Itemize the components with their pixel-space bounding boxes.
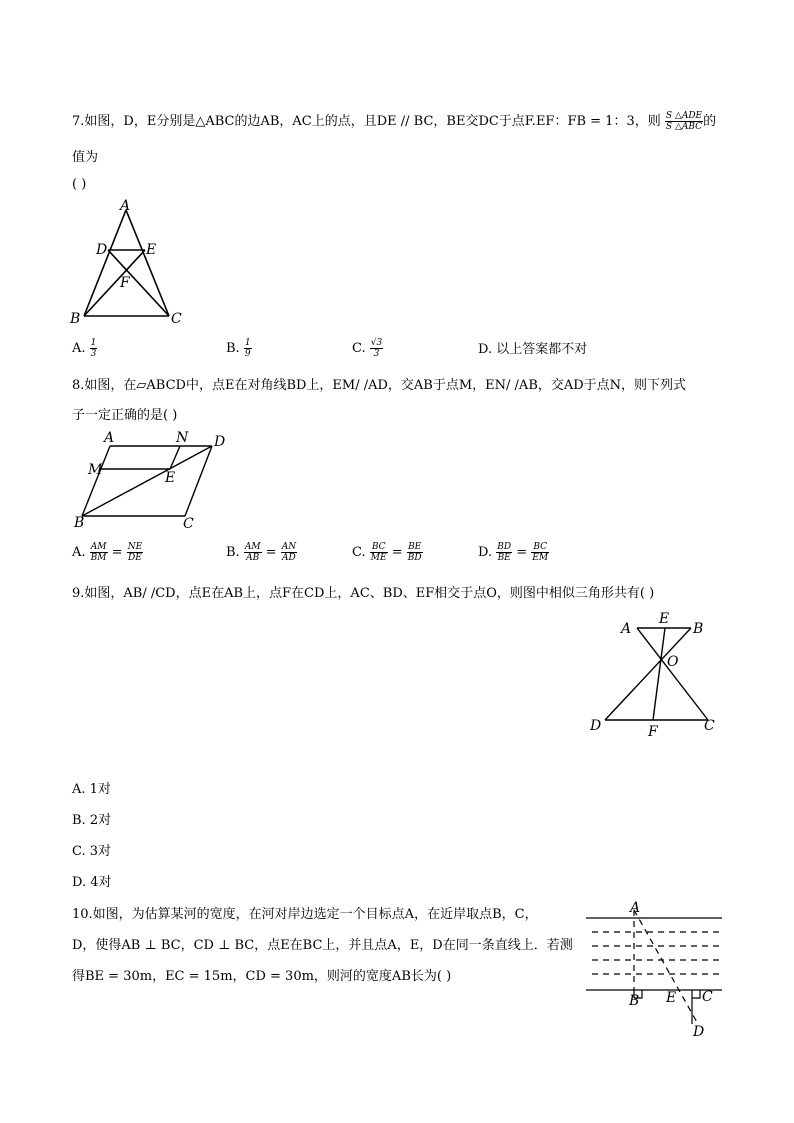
q10-label-E: E [666,990,677,1006]
q7-option-b[interactable]: B. $\frac{1}{9}$ [226,338,251,359]
q10-river-figure [582,898,727,1038]
q8-line2: 子一定正确的是( ) [72,408,178,423]
q9-label-B: B [693,621,704,637]
q10-label-A: A [630,900,641,916]
q9-label-E: E [659,611,670,627]
q8-label-E: E [165,470,176,486]
q8-label-M: M [88,462,103,478]
q9-option-a[interactable]: A. 1对 [72,782,111,797]
q7-option-d[interactable]: D. 以上答案都不对 [478,342,588,357]
q8-label-N: N [176,430,189,446]
q10-line2: D，使得AB ⊥ BC，CD ⊥ BC，点E在BC上，并且点A，E，D在同一条直线上．若测 [72,938,573,953]
q9-label-O: O [667,654,679,670]
q7-answer-paren: ( ) [72,177,87,192]
q8-line1: 8.如图，在▱ABCD中，点E在对角线BD上，EM/ /AD，交AB于点M，EN/ /AB，交AD于点N，则下列式 [72,378,687,393]
q7-option-a[interactable]: A. $\frac{1}{3}$ [72,338,97,359]
q10-label-D: D [693,1024,705,1038]
q9-label-C: C [704,718,715,734]
q9-option-b[interactable]: B. 2对 [72,813,112,828]
q7-label-C: C [171,311,182,327]
q7-triangle-figure [66,198,196,328]
q9-option-c[interactable]: C. 3对 [72,844,112,859]
q10-line1: 10.如图，为估算某河的宽度，在河对岸边选定一个目标点A，在近岸取点B，C， [72,907,538,922]
q9-label-D: D [590,718,602,734]
q7-label-B: B [70,311,81,327]
q7-area-ratio: $\frac{\text{S △ADE}}{\text{S △ABC}}$ [665,111,703,132]
q8-parallelogram-figure [70,430,240,530]
q9-line1: 9.如图，AB/ /CD，点E在AB上，点F在CD上，AC、BD、EF相交于点O，则图中相似三角形共有( ) [72,586,655,601]
q8-label-D: D [214,434,226,450]
q7-label-D: D [96,242,108,258]
q9-label-F: F [648,724,658,740]
q7-line2: 值为 [72,150,99,165]
q10-line3: 得BE = 30m，EC = 15m，CD = 30m，则河的宽度AB长为( ) [72,969,452,984]
q8-label-C: C [183,516,194,530]
q7-option-c[interactable]: C. $\frac{√3}{3}$ [352,338,383,359]
q8-label-A: A [104,430,115,446]
q8-option-d[interactable]: D. $\frac{BD}{BE}$ = $\frac{BC}{EM}$ [478,542,549,563]
q7-label-F: F [120,275,130,291]
q7-line1: 7.如图，D，E分别是△ABC的边AB，AC上的点，且DE // BC，BE交DC于点F.EF：FB = 1：3，则 $\frac{\text{S △ADE}}{\text{S △ABC}}$ 的 [72,111,717,132]
q8-option-b[interactable]: B. $\frac{AM}{AB}$ = $\frac{AN}{AD}$ [226,542,297,563]
q9-label-A: A [621,621,632,637]
q8-option-c[interactable]: C. $\frac{BC}{ME}$ = $\frac{BE}{BD}$ [352,542,422,563]
q9-option-d[interactable]: D. 4对 [72,875,112,890]
q9-hourglass-figure [585,610,725,740]
q8-label-B: B [74,515,85,530]
q7-label-E: E [146,242,157,258]
q7-label-A: A [120,198,131,214]
q10-label-C: C [702,989,713,1005]
q8-option-a[interactable]: A. $\frac{AM}{BM}$ = $\frac{NE}{DE}$ [72,542,143,563]
q10-label-B: B [629,993,640,1009]
